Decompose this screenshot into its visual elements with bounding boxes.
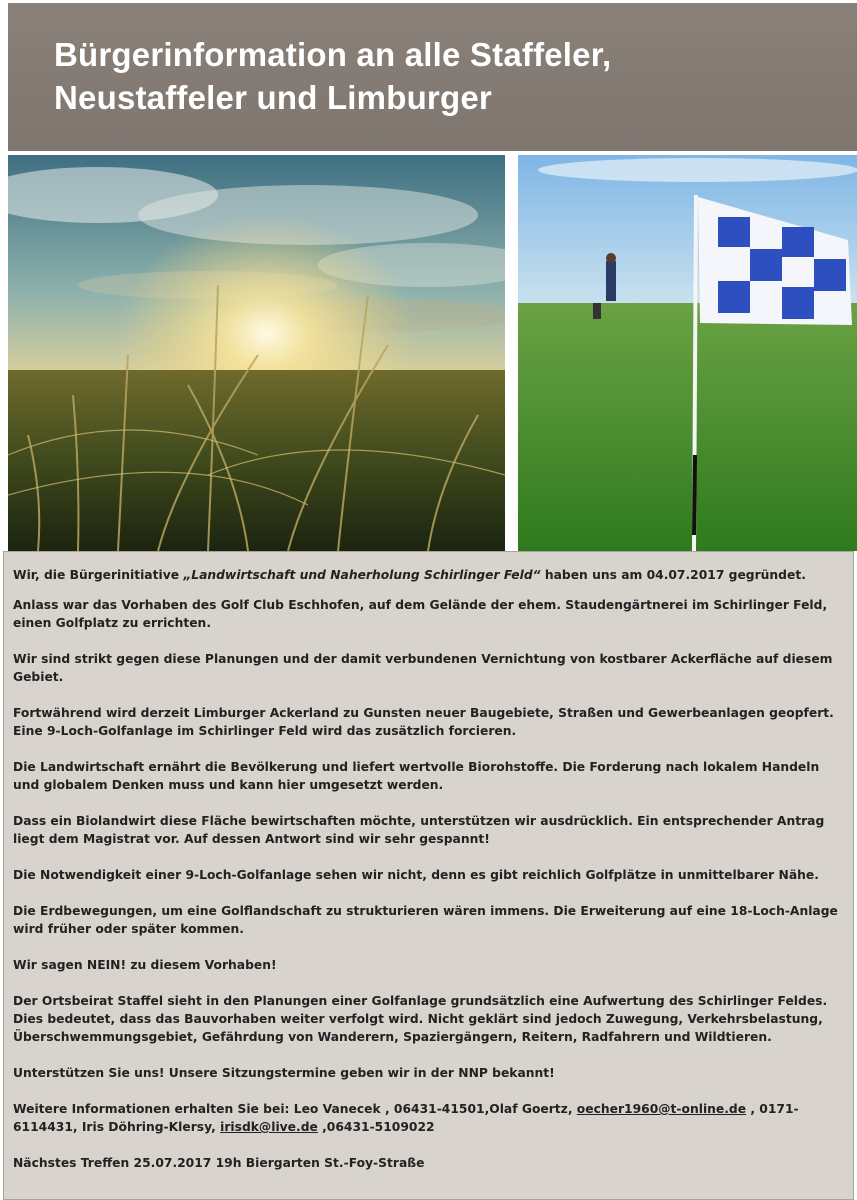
paragraph-ortsbeirat: Der Ortsbeirat Staffel sieht in den Planungen einer Golfanlage grundsätzlich eine Aufwertung des Schirlinger Feldes. Dies bedeutet, dass das Bauvorhaben weiter verfolgt wird. Nicht geklärt sind jedoch Zuwegung, Verkehrsbelastung, Überschwemmungsgebiet, Gefährdung von Wanderern, Spaziergängern, Reitern, Radfahrern und Wildtieren. [13,994,828,1044]
paragraph-opposition: Wir sind strikt gegen diese Planungen und der damit verbundenen Vernichtung von kostbarer Ackerfläche auf diesem Gebiet. [13,652,833,684]
sunset-grass-field-photo [8,155,505,551]
information-text-box [3,551,854,1200]
paragraph-founding: Wir, die Bürgerinitiative „Landwirtschaft und Naherholung Schirlinger Feld“ haben uns am 04.07.2017 gegründet. [13,568,806,582]
paragraph-organic-farmer: Dass ein Biolandwirt diese Fläche bewirtschaften möchte, unterstützen wir ausdrücklich. Ein entsprechender Antrag liegt dem Magistrat vor. Auf dessen Antwort sind wir sehr gespannt! [13,814,825,846]
golf-flag-photo [518,155,857,551]
paragraph-occasion: Anlass war das Vorhaben des Golf Club Eschhofen, auf dem Gelände der ehem. Staudengärtnerei im Schirlinger Feld, einen Golfplatz zu errichten. [13,598,828,630]
email-link-goertz[interactable]: oecher1960@t-online.de [576,1102,747,1116]
title-line-2: Neustaffeler und Limburger [54,79,492,116]
initiative-name: „Landwirtschaft und Naherholung Schirlinger Feld“ [183,568,541,582]
paragraph-contacts: Weitere Informationen erhalten Sie bei: Leo Vanecek , 06431-41501,Olaf Goertz, oecher1960@t-online.de , 0171-6114431, Iris Döhring-Klersy, irisdk@live.de ,06431-5109022 [13,1102,799,1134]
title-line-1: Bürgerinformation an alle Staffeler, [54,36,612,73]
paragraph-support: Unterstützen Sie uns! Unsere Sitzungstermine geben wir in der NNP bekannt! [13,1066,555,1080]
header-banner [8,3,857,151]
paragraph-earthworks: Die Erdbewegungen, um eine Golflandschaft zu strukturieren wären immens. Die Erweiterung auf eine 18-Loch-Anlage wird früher oder später kommen. [13,904,838,936]
paragraph-farmland: Fortwährend wird derzeit Limburger Ackerland zu Gunsten neuer Baugebiete, Straßen und Gewerbeanlagen geopfert. Eine 9-Loch-Golfanlage im Schirlinger Feld wird das zusätzlich forcieren. [13,706,834,738]
email-link-doehring[interactable]: irisdk@live.de [220,1120,318,1134]
page-title [54,33,611,119]
paragraph-say-no: Wir sagen NEIN! zu diesem Vorhaben! [13,958,277,972]
paragraph-next-meeting: Nächstes Treffen 25.07.2017 19h Biergarten St.-Foy-Straße [13,1156,425,1170]
paragraph-necessity: Die Notwendigkeit einer 9-Loch-Golfanlage sehen wir nicht, denn es gibt reichlich Golfplätze in unmittelbarer Nähe. [13,868,819,882]
paragraph-agriculture: Die Landwirtschaft ernährt die Bevölkerung und liefert wertvolle Biorohstoffe. Die Forderung nach lokalem Handeln und globalem Denken muss und kann hier umgesetzt werden. [13,760,820,792]
